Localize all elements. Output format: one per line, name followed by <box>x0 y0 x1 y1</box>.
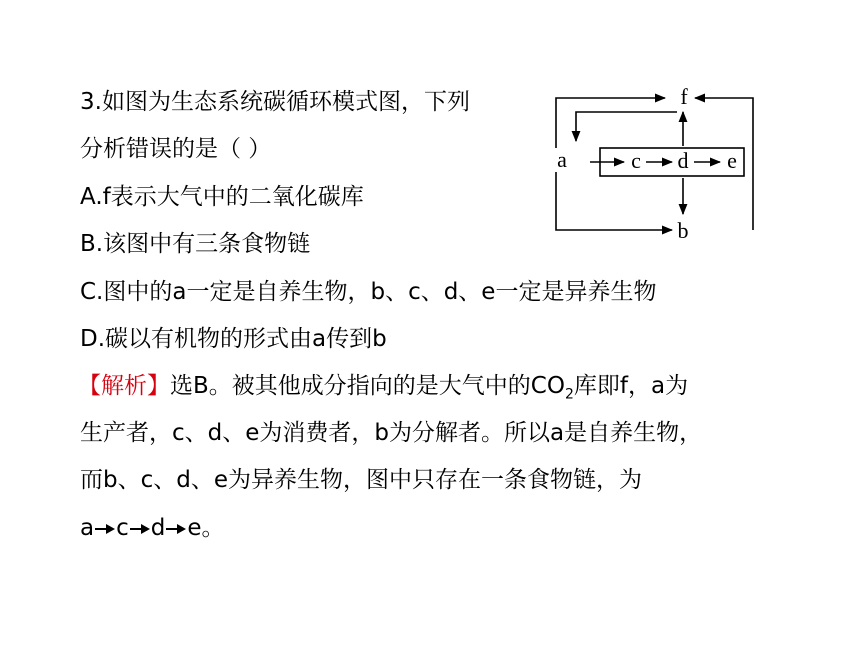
option-b: B.该图中有三条食物链 <box>80 231 311 257</box>
arrow-right-icon <box>166 522 186 536</box>
node-c: c <box>631 148 641 173</box>
question-stem-line2: 分析错误的是（ ） <box>80 136 272 162</box>
node-d: d <box>677 148 689 173</box>
option-c: C.图中的a一定是自养生物，b、c、d、e一定是异养生物 <box>80 279 657 305</box>
arrow-a-to-b <box>556 172 672 230</box>
analysis-line3: 而b、c、d、e为异养生物，图中只存在一条食物链，为 <box>80 467 642 493</box>
food-chain-line <box>80 513 225 543</box>
analysis-line1-tail: 库即f，a为 <box>573 373 689 399</box>
node-b: b <box>677 218 689 242</box>
co2-subscript: 2 <box>564 386 574 403</box>
analysis-line2: 生产者，c、d、e为消费者，b为分解者。所以a是自养生物， <box>80 420 703 446</box>
option-d: D.碳以有机物的形式由a传到b <box>80 326 387 352</box>
chain-d: d <box>150 515 166 541</box>
arrow-a-to-f <box>556 98 665 148</box>
option-a: A.f表示大气中的二氧化碳库 <box>80 184 364 210</box>
analysis-line1-text: 选B。被其他成分指向的是大气中的CO <box>170 373 565 399</box>
node-f: f <box>680 86 688 109</box>
question-stem-line1: 3.如图为生态系统碳循环模式图，下列 <box>80 89 470 115</box>
chain-e: e <box>187 515 202 541</box>
node-e: e <box>727 148 737 173</box>
end-mark: 。 <box>201 515 225 541</box>
carbon-cycle-diagram <box>548 86 768 242</box>
arrow-f-to-a <box>576 112 677 141</box>
chain-a: a <box>80 515 95 541</box>
arrow-right-icon <box>95 522 115 536</box>
arrow-right-icon <box>130 522 150 536</box>
chain-c: c <box>116 515 129 541</box>
node-a: a <box>557 147 567 172</box>
analysis-line1 <box>78 371 688 401</box>
analysis-tag: 【解析】 <box>78 373 170 399</box>
